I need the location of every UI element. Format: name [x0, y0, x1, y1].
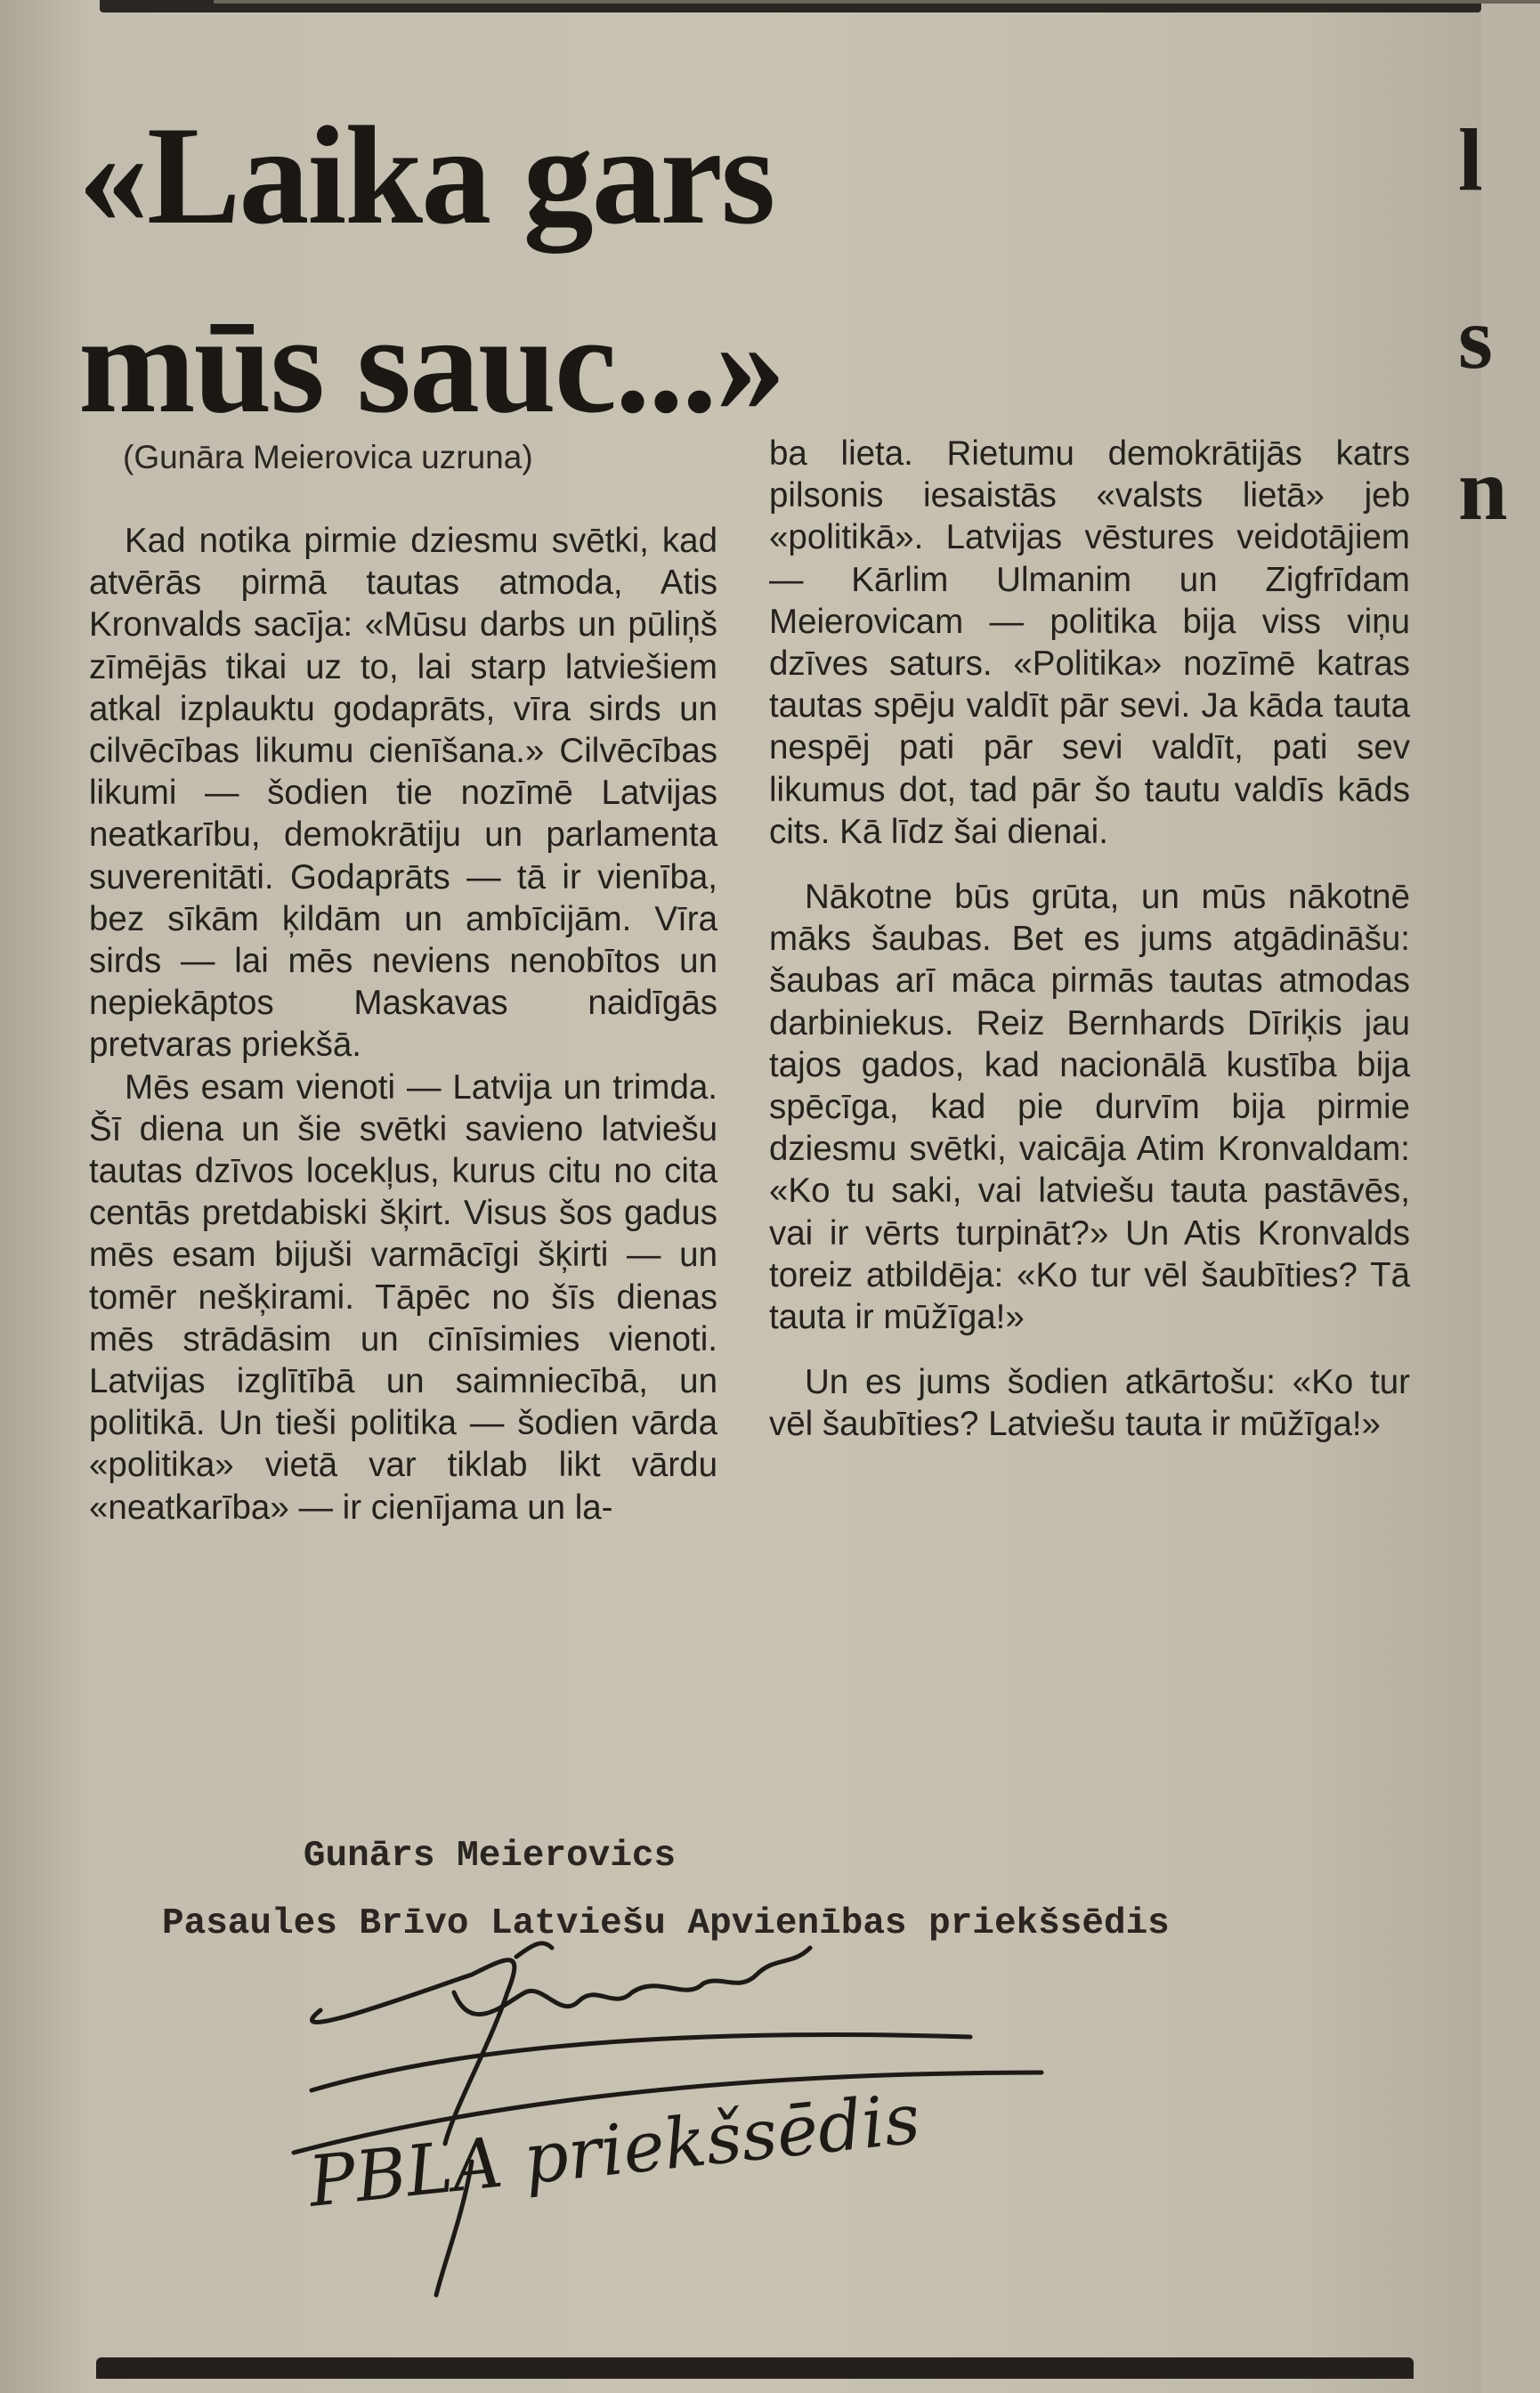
headline-line-1: «Laika gars — [78, 98, 774, 254]
article-column-right — [769, 433, 1410, 1446]
edge-fragment: n — [1458, 440, 1508, 539]
headline — [78, 82, 784, 459]
article-column-left — [89, 520, 717, 1529]
paragraph: Mēs esam vienoti — Latvija un trimda. Šī diena un šie svētki savieno latviešu tautas dzīvos locekļus, kurus citu no cita centās pretdabiski šķirt. Visus šos gadus mēs esam bijuši varmācīgi šķirti — un tomēr nešķirami. Tāpēc no šīs dienas mēs strādāsim un cīnīsimies vienoti. Latvijas izglītībā un saimniecībā, un politikā. Un tieši politika — šodien vārda «politika» vietā var tiklab likt vārdu «neatkarība» — ir cienījama un la- — [89, 1067, 717, 1527]
paragraph: Kad notika pirmie dziesmu svētki, kad atvērās pirmā tautas atmoda, Atis Kronvalds sacīja: «Mūsu darbs un pūliņš zīmējās tikai uz to, lai starp latviešiem atkal izplauktu godaprāts, vīra sirds un cilvēcības likumu cienīšana.» Cilvēcības likumi — šodien tie nozīmē Latvijas neatkarību, demokrātiju un parlamenta suverenitāti. Godaprāts — tā ir vienība, bez sīkām ķildām un ambīcijām. Vīra sirds — lai mēs neviens nenobītos un nepiekāptos Maskavas naidīgās pretvaras priekšā. — [89, 522, 717, 1065]
paragraph: ba lieta. Rietumu demokrātijās katrs pilsonis iesaistās «valsts lietā» jeb «politikā». Latvijas vēstures veidotājiem — Kārlim Ulmanim un Zigfrīdam Meierovicam — politika bija viss viņu dzīves saturs. «Politika» nozīmē katras tautas spēju valdīt pār sevi. Ja kāda tauta nespēj pati pār sevi valdīt, pati sev likumus dot, tad pār šo tautu valdīs kāds cits. Kā līdz šai dienai. — [769, 434, 1410, 851]
paragraph: Nākotne būs grūta, un mūs nākotnē māks šaubas. Bet es jums atgādināšu: šaubas arī māca pirmās tautas atmodas darbiniekus. Reiz Bernhards Dīriķis jau tajos gados, kad nacionālā kustība bija spēcīga, kad pie durvīm bija pirmie dziesmu svētki, vaicāja Atim Kronvaldam: «Ko tu saki, vai latviešu tauta pastāvēs, vai ir vērts turpināt?» Un Atis Kronvalds toreiz atbildēja: «Ko tur vēl šaubīties? Tā tauta ir mūžīga!» — [769, 878, 1410, 1337]
signature-title: Pasaules Brīvo Latviešu Apvienības priekšsēdis — [162, 1903, 1170, 1944]
edge-fragment: s — [1458, 288, 1493, 387]
adjacent-column-edge — [1451, 0, 1508, 2357]
paragraph: Un es jums šodien atkārtošu: «Ko tur vēl šaubīties? Latviešu tauta ir mūžīga!» — [769, 1363, 1410, 1444]
signature-stroke — [312, 1960, 514, 2144]
handwritten-note: PBLA priekšsēdis — [304, 2079, 924, 2223]
handwritten-signature — [240, 1939, 1077, 2313]
top-border-rule — [100, 0, 1481, 12]
subtitle: (Gunāra Meierovica uzruna) — [123, 439, 533, 475]
signature-name: Gunārs Meierovics — [303, 1836, 677, 1877]
signature-stroke — [312, 2035, 970, 2091]
edge-fragment: l — [1458, 110, 1483, 209]
top-border-highlight — [214, 0, 1540, 4]
signature-stroke — [516, 1943, 552, 1957]
headline-line-2: mūs sauc...» — [78, 287, 784, 442]
bottom-border-rule — [96, 2357, 1414, 2379]
